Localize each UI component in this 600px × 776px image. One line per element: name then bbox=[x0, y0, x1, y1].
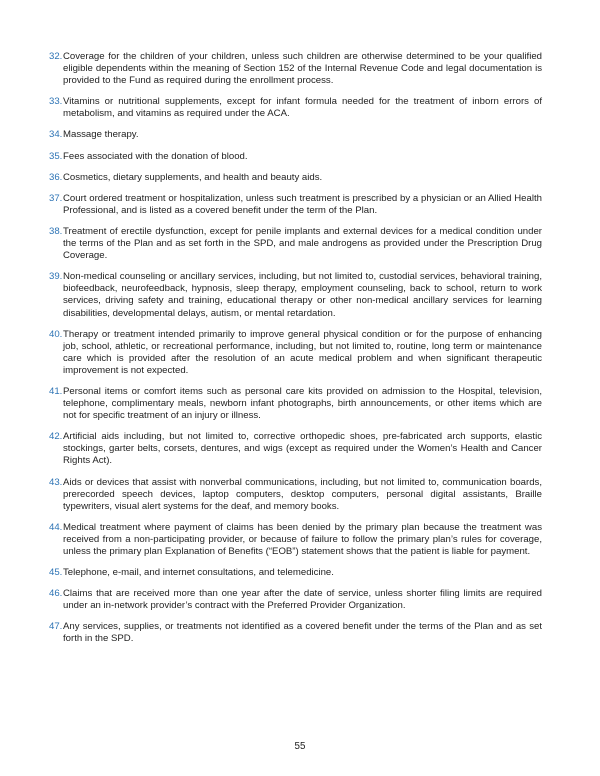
list-item-number: 47. bbox=[49, 621, 63, 633]
list-item bbox=[49, 226, 542, 262]
list-item bbox=[49, 151, 542, 163]
list-item-number: 36. bbox=[49, 171, 63, 183]
list-item bbox=[49, 51, 542, 87]
list-item-text: Telephone, e-mail, and internet consultations, and telemedicine. bbox=[63, 567, 334, 579]
list-item-number: 43. bbox=[49, 476, 63, 488]
list-item-number: 34. bbox=[49, 129, 63, 141]
list-item bbox=[49, 621, 542, 645]
list-item-text: Personal items or comfort items such as personal care kits provided on admission to the Hospital, television, telephone, complimentary meals, newborn infant photographs, birth announcements, or other items which are not for specific treatment of an injury or illness. bbox=[63, 385, 542, 422]
list-item bbox=[49, 96, 542, 120]
list-item bbox=[49, 567, 542, 579]
list-item-text: Treatment of erectile dysfunction, except for penile implants and external devices for a medical condition under the terms of the Plan and as set forth in the SPD, and male androgens as provided under the Prescription Drug Coverage. bbox=[63, 225, 542, 262]
list-item-text: Coverage for the children of your children, unless such children are otherwise determined to be your qualified eligible dependents within the meaning of Section 152 of the Internal Revenue Code and legal documentation is provided to the Fund as required during the enrollment process. bbox=[63, 51, 542, 87]
list-item bbox=[49, 431, 542, 467]
list-item-text: Non-medical counseling or ancillary services, including, but not limited to, custodial services, behavioral training, biofeedback, neurofeedback, hypnosis, sleep therapy, employment counseling, back to school, return to work services, driving safety and training, educational therapy or other non-medical ancillary services for learning disabilities, developmental delays, autism, or mental retardation. bbox=[63, 271, 542, 319]
list-item-number: 40. bbox=[49, 328, 63, 340]
list-item-number: 32. bbox=[49, 51, 63, 62]
list-item-text: Aids or devices that assist with nonverbal communications, including, but not limited to, communication boards, prerecorded speech devices, laptop computers, desktop computers, personal digital assistants, Braille typewriters, visual alert systems for the deaf, and memory books. bbox=[63, 476, 542, 512]
page-number: 55 bbox=[294, 741, 306, 752]
exclusions-list bbox=[49, 51, 542, 646]
list-item-text: Cosmetics, dietary supplements, and health and beauty aids. bbox=[63, 171, 323, 183]
list-item-number: 42. bbox=[49, 431, 63, 443]
list-item bbox=[49, 386, 542, 422]
list-item-number: 33. bbox=[49, 96, 63, 108]
list-item-text: Fees associated with the donation of blood. bbox=[63, 150, 248, 162]
list-item bbox=[49, 477, 542, 513]
list-item-text: Massage therapy. bbox=[63, 129, 139, 141]
list-item-text: Vitamins or nutritional supplements, except for infant formula needed for the treatment of inborn errors of metabolism, and vitamins as required under the ACA. bbox=[63, 96, 542, 120]
list-item-number: 37. bbox=[49, 192, 63, 204]
list-item-text: Therapy or treatment intended primarily to improve general physical condition or for the purpose of enhancing job, school, athletic, or recreational performance, including, but not limited to, routine, long term or maintenance care which is provided after the resolution of an acute medical problem and when significant therapeutic improvement is not expected. bbox=[63, 328, 542, 376]
list-item-number: 38. bbox=[49, 225, 63, 237]
list-item-number: 35. bbox=[49, 150, 63, 162]
list-item-text: Medical treatment where payment of claims has been denied by the primary plan because the treatment was received from a non-participating provider, or because of failure to follow the primary plan’s rules for coverage, unless the primary plan Explanation of Benefits (“EOB”) statement shows that the patient is liable for payment. bbox=[63, 521, 542, 557]
list-item-text: Claims that are received more than one year after the date of service, unless shorter filing limits are required under an in-network provider’s contract with the Preferred Provider Organization. bbox=[63, 588, 542, 612]
list-item-number: 46. bbox=[49, 588, 63, 600]
list-item-text: Court ordered treatment or hospitalization, unless such treatment is prescribed by a physician or an Allied Health Professional, and is listed as a covered benefit under the term of the Plan. bbox=[63, 192, 542, 216]
list-item-number: 39. bbox=[49, 271, 63, 283]
list-item bbox=[49, 329, 542, 377]
list-item-number: 45. bbox=[49, 567, 63, 579]
list-item bbox=[49, 172, 542, 184]
list-item bbox=[49, 271, 542, 319]
list-item bbox=[49, 129, 542, 141]
list-item-text: Artificial aids including, but not limited to, corrective orthopedic shoes, pre-fabricated arch supports, elastic stockings, garter belts, corsets, dentures, and wigs (except as required under the Women’s Health and Cancer Rights Act). bbox=[63, 431, 542, 467]
list-item-number: 41. bbox=[49, 385, 63, 397]
list-item-number: 44. bbox=[49, 521, 63, 533]
list-item bbox=[49, 522, 542, 558]
list-item bbox=[49, 588, 542, 612]
list-item bbox=[49, 193, 542, 217]
list-item-text: Any services, supplies, or treatments not identified as a covered benefit under the terms of the Plan and as set forth in the SPD. bbox=[63, 621, 542, 645]
